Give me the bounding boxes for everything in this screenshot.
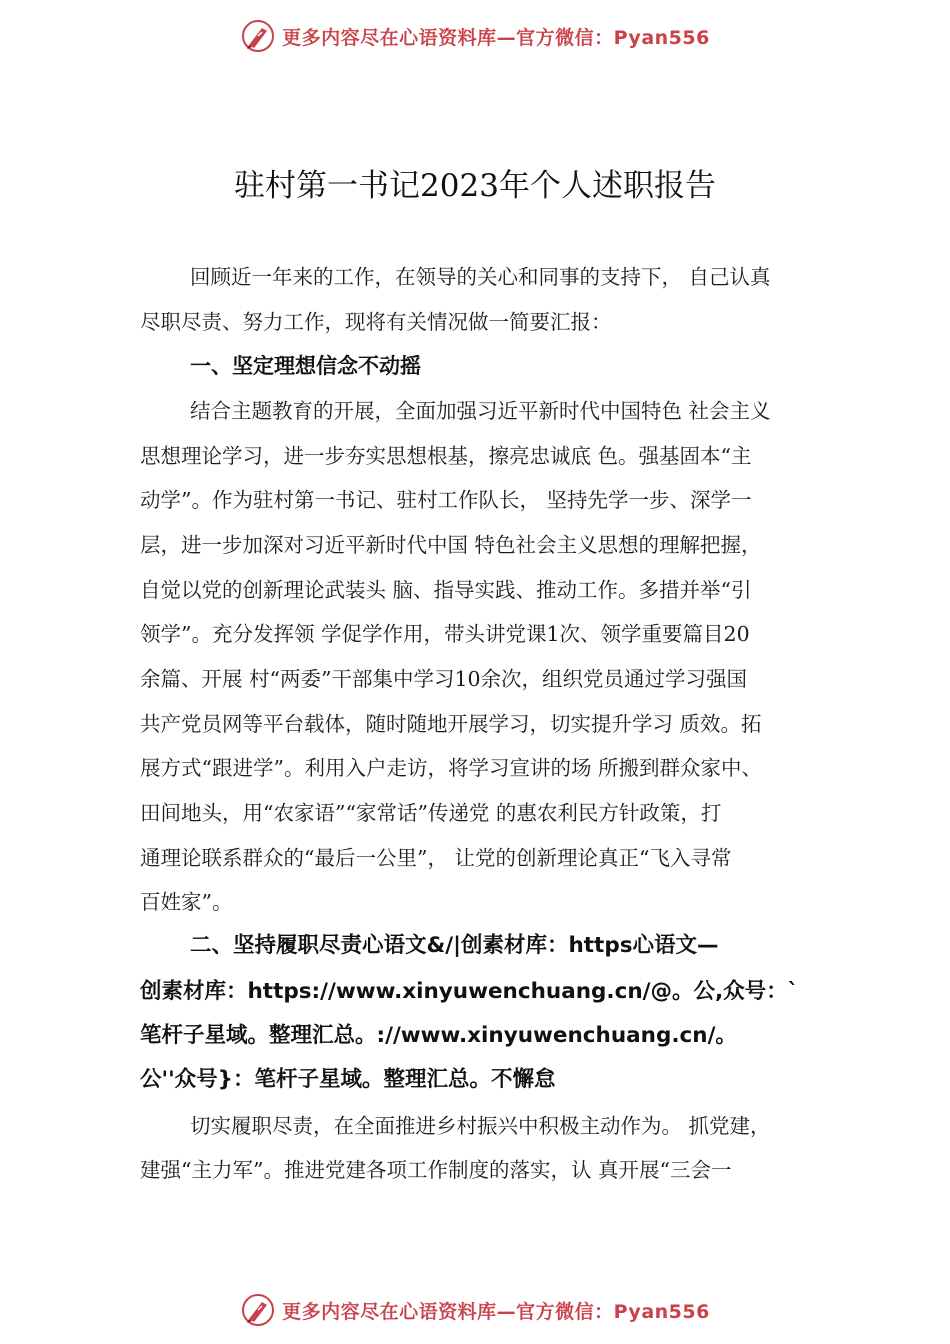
document-title: 驻村第一书记2023年个人述职报告	[234, 168, 716, 204]
section1-line: 田间地头，用“农家语”“家常话”传递党 的惠农利民方针政策，打	[140, 801, 722, 825]
section1-heading: 一、坚定理想信念不动摇	[190, 354, 421, 378]
section1-line: 展方式“跟进学”。利用入户走访，将学习宣讲的场 所搬到群众家中、	[140, 756, 762, 780]
section1-line: 层，进一步加深对习近平新时代中国 特色社会主义思想的理解把握，	[140, 533, 762, 557]
section2-line: 建强“主力军”。推进党建各项工作制度的落实，认 真开展“三会一	[140, 1158, 732, 1182]
section1-line: 自觉以党的创新理论武装头 脑、指导实践、推动工作。多措并举“引	[140, 578, 752, 602]
section1-line: 共产党员网等平台载体，随时随地开展学习，切实提升学习 质效。拓	[140, 712, 762, 736]
fountain-pen-logo-icon	[240, 18, 276, 54]
section2-heading-line: 创素材库：https://www.xinyuwenchuang.cn/@。公,众号：`	[140, 979, 799, 1004]
section1-line: 余篇、开展 村“两委”干部集中学习10余次，组织党员通过学习强国	[140, 667, 748, 691]
watermark-text: 更多内容尽在心语资料库—官方微信：Pyan556	[282, 26, 710, 49]
intro-line: 回顾近一年来的工作，在领导的关心和同事的支持下， 自己认真	[190, 265, 771, 289]
section1-line: 思想理论学习，进一步夯实思想根基，擦亮忠诚底 色。强基固本“主	[140, 444, 752, 468]
watermark-banner-top	[0, 16, 950, 56]
fountain-pen-logo-icon	[240, 1292, 276, 1328]
watermark-banner-bottom	[0, 1290, 950, 1330]
section2-line: 切实履职尽责，在全面推进乡村振兴中积极主动作为。 抓党建，	[190, 1114, 771, 1138]
section2-heading-line: 笔杆子星域。整理汇总。://www.xinyuwenchuang.cn/。	[140, 1023, 737, 1048]
section1-line: 动学”。作为驻村第一书记、驻村工作队长， 坚持先学一步、深学一	[140, 488, 752, 512]
section1-line: 结合主题教育的开展，全面加强习近平新时代中国特色 社会主义	[190, 399, 771, 423]
section2-heading-line: 公''众号}：笔杆子星域。整理汇总。不懈怠	[140, 1067, 556, 1092]
section2-heading-line: 二、坚持履职尽责心语文&/|创素材库：https心语文—	[190, 933, 719, 958]
watermark-text: 更多内容尽在心语资料库—官方微信：Pyan556	[282, 1300, 710, 1323]
intro-line: 尽职尽责、努力工作，现将有关情况做一简要汇报：	[140, 310, 612, 334]
section1-line: 通理论联系群众的“最后一公里”， 让党的创新理论真正“飞入寻常	[140, 846, 732, 870]
section1-line: 百姓家”。	[140, 890, 233, 914]
section1-line: 领学”。充分发挥领 学促学作用，带头讲党课1次、领学重要篇目20	[140, 622, 750, 646]
